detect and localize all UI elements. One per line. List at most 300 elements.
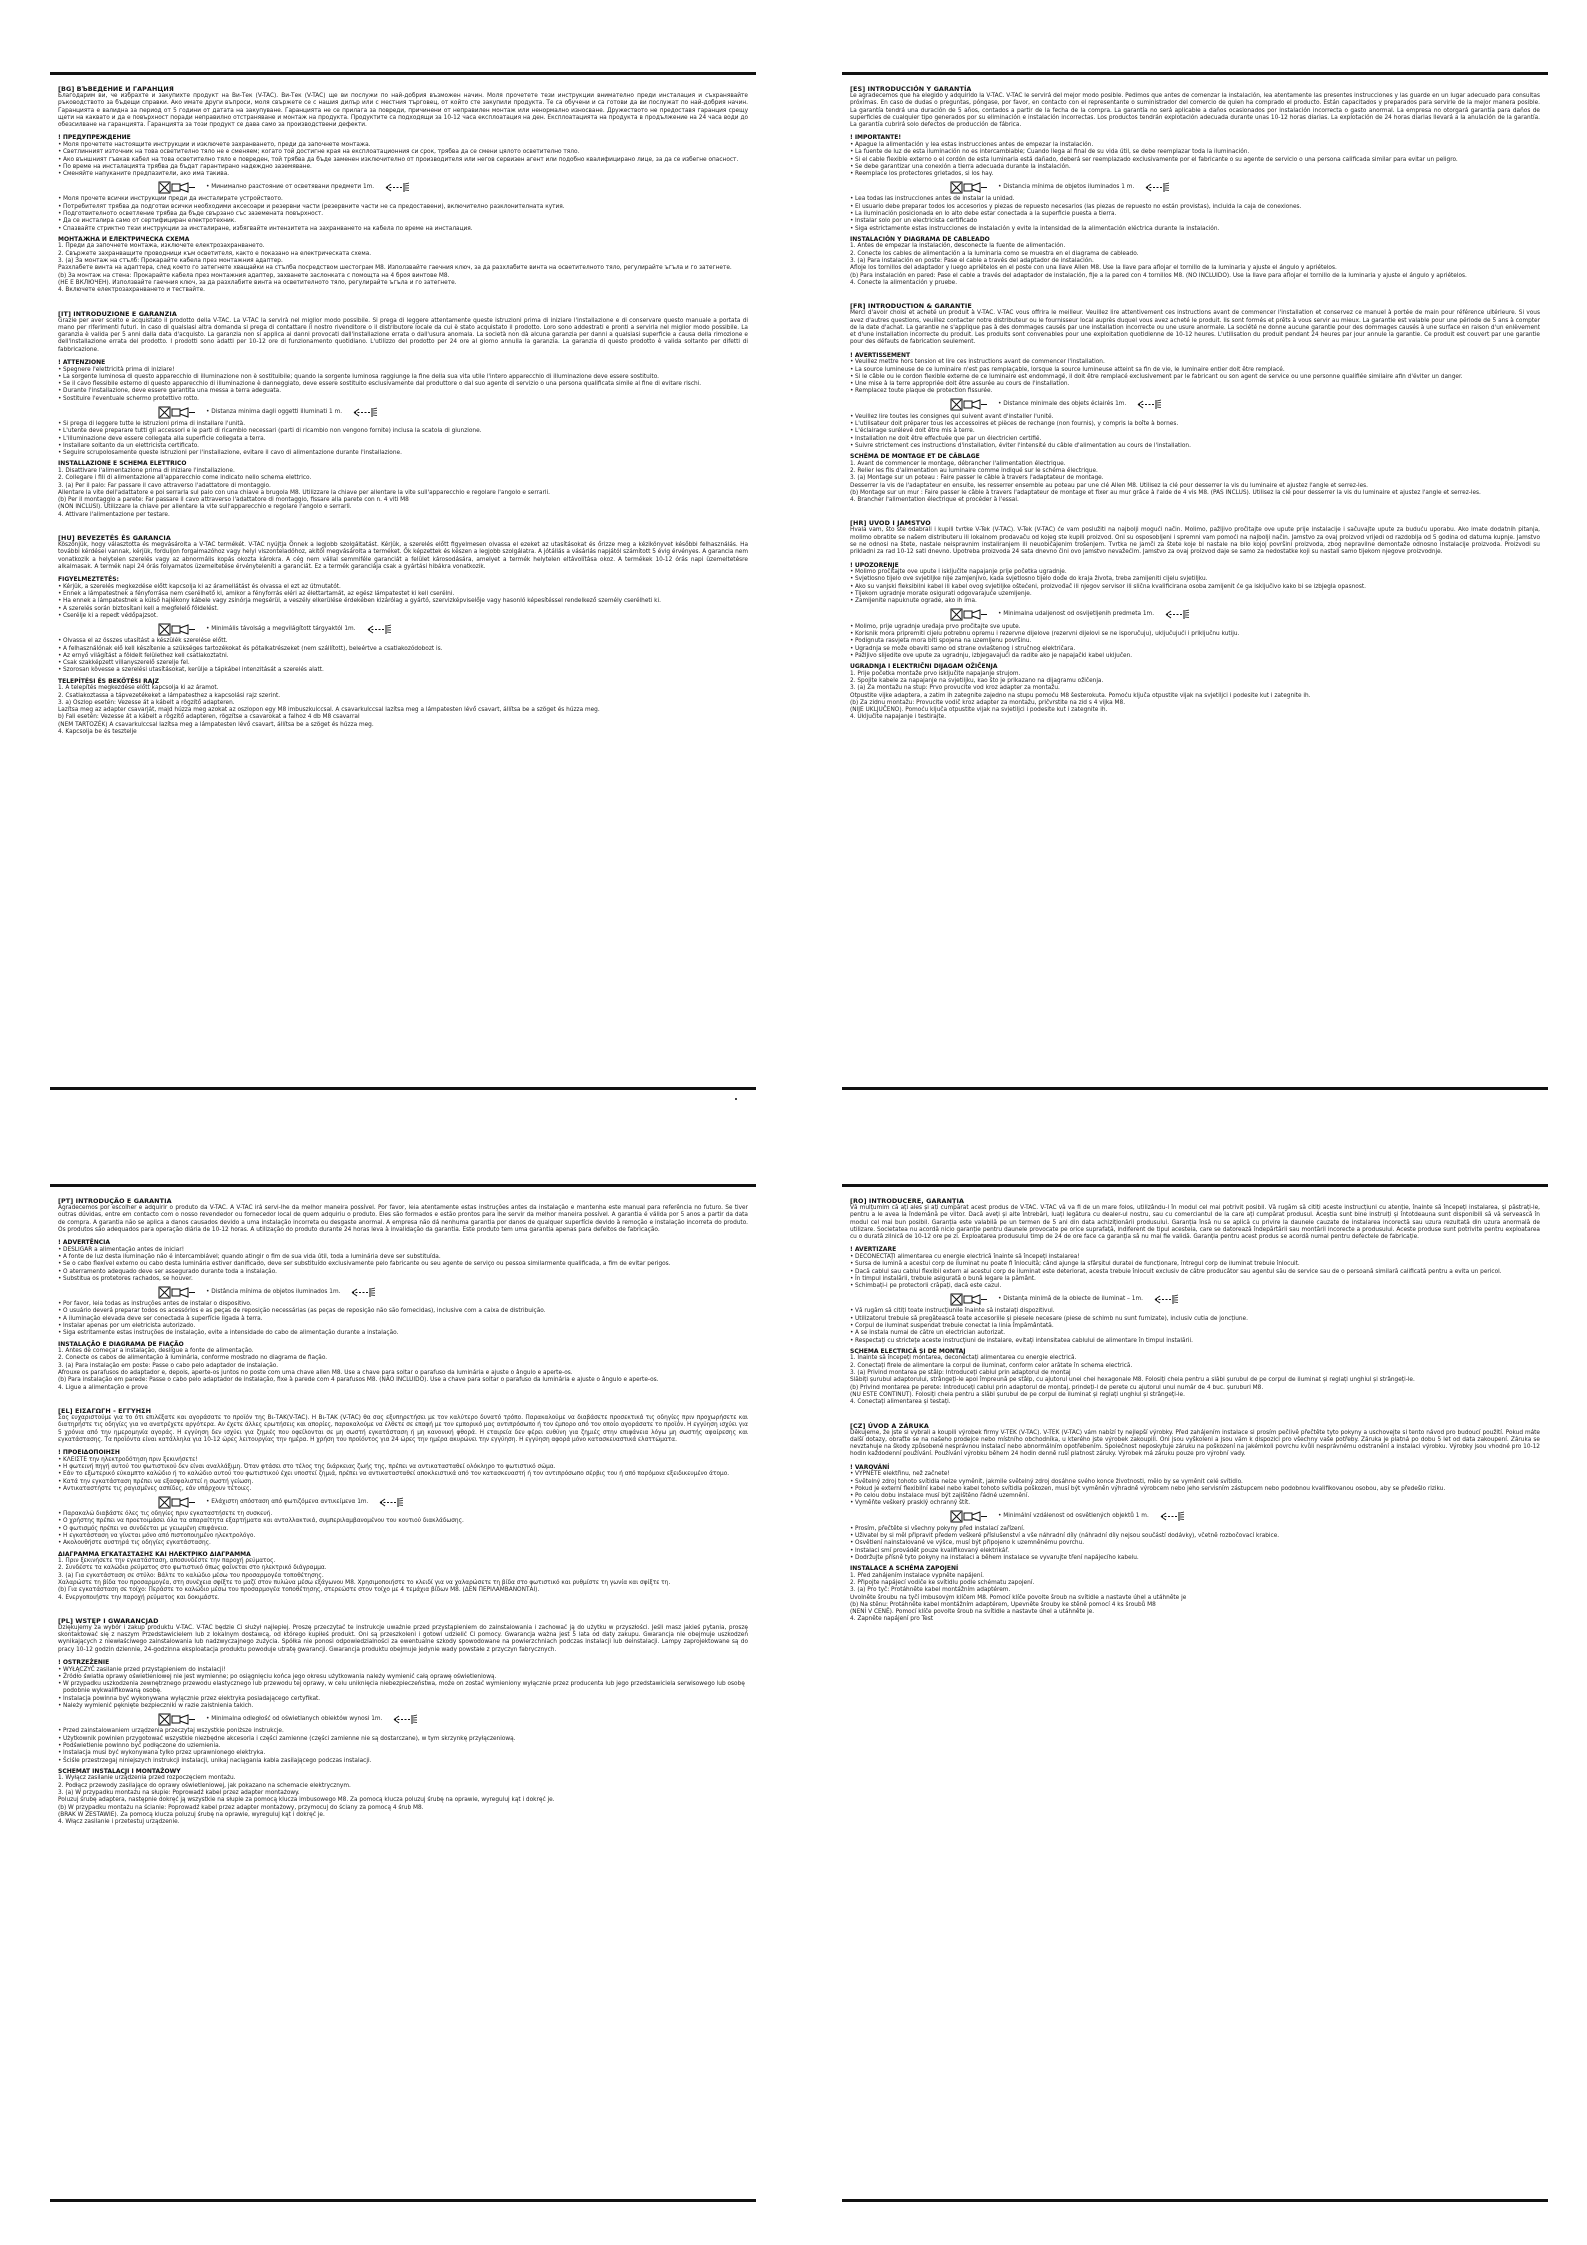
warning-item: • Seguire scrupolosamente queste istruzioni per l'installazione, evitare il cavo di alimentazione durante l'installazione.	[58, 450, 748, 457]
warning-item: • Sostituire l'eventuale schermo protettivo rotto.	[58, 396, 748, 403]
warning-list	[58, 584, 748, 620]
section-intro: Grazie per aver scelto e acquistato il prodotto della V-TAC. La V-TAC la servirà nel miglior modo possibile. Si prega di leggere attentamente queste istruzioni prima di iniziare l'installazione e di conservare questo manuale a portata di mano per riferimenti futuri. In caso di qualsiasi altra domanda si prega di contattare il nostro rivenditore o il distributore locale da cui è stato acquistato il prodotto. Loro sono addestrati e pronti a servirla nel miglior modo possibile. La garanzia è valida per 5 anni dalla data d'acquisto. La garanzia non si applica ai danni provocati dall'installazione errata o dall'usura anomala. La società non dà alcuna garanzia per danni a qualsiasi superficie a causa della rimozione e dell'installazione errata del prodotto. I prodotti sono adatti per 10-12 ore di funzionamento quotidiano. L'utilizzo del prodotto per 24 ore al giorno annulla la garanzia. La garanzia di questo prodotto è valida soltanto per difetti di fabbricazione.	[58, 317, 748, 353]
warning-item: • L'utilisateur doit préparer tous les accessoires et pièces de rechange (non fournis), y compris la boîte à bornes.	[850, 421, 1540, 428]
installation-step: Otpustite vijke adaptera, a zatim ih zategnite zajedno na stupu pomoću M8 šesterokuta. Pomoću ključa otpustite vijak na svjetiljci i podesite kut i zategnite ih.	[850, 692, 1311, 699]
installation-steps	[850, 243, 1540, 287]
installation-step: (b) Para instalação em parede: Passe o cabo pelo adaptador de instalação, fixe à parede com 4 parafusos M8. (NÃO INCLUIDO). Use a chave para soltar o parafuso da luminária e ajuste o ângulo e aperte-os.	[58, 1377, 659, 1384]
warning-item: • Tijekom ugradnje morate osigurati odgovarajuće uzemljenje.	[850, 591, 1540, 598]
warning-item: • Podświetlenie powinno być podłączone do uziemienia.	[58, 1743, 748, 1750]
installation-step: 4. Włącz zasilanie i przetestuj urządzenie.	[58, 1819, 180, 1826]
warning-item: • O usuário deverá preparar todos os acessórios e as peças de reposição necessárias (as peças de reposição não são fornecidas), inclusive com a caixa de distribuição.	[58, 1308, 748, 1315]
section-intro: Agradecemos por escolher e adquirir o produto da V-TAC. A V-TAC irá servi-lhe da melhor maneira possível. Por favor, leia atentamente estas instruções antes da instalação e mantenha este manual para referência no futuro. Se tiver outras dúvidas, entre em contacto com o nosso revendedor ou fornecedor local de quem adquiriu o produto. Eles são formados e estão prontos para lhe servir da melhor maneira possível. A garantia é válida por 5 anos a partir da data de compra. A garantia não se aplica a danos causados devido a uma instalação incorreta ou desgaste anormal. A empresa não dá nenhuma garantia por danos de qualquer superfície devido à remoção e instalação incorreta do produto. Os produtos são adequados para operação diária de 10-12 horas. A utilização do produto durante 24 horas leva à invalidação da garantia. Este produto tem uma garantia apenas para defeitos de fabricação.	[58, 1205, 748, 1233]
installation-step: 3. (a) Pro tyč: Protáhněte kabel montážním adaptérem.	[850, 1587, 1011, 1594]
warning-item: • Моля прочете всички инструкции преди да инсталирате устройството.	[58, 196, 748, 203]
distance-row	[950, 1510, 1540, 1524]
warning-item: • Ściśle przestrzegaj niniejszych instrukcji instalacji, unikaj naciągania kabla zasilającego podczas instalacji.	[58, 1758, 748, 1765]
warning-item: • Csak szakképzett villanyszerelő szerelje fel.	[58, 660, 748, 667]
warning-item: • Installation ne doit être effectuée que par un électricien certifié.	[850, 436, 1540, 443]
section-title: [PL] WSTĘP I GWARANCJAD	[58, 1616, 159, 1625]
installation-step: Разхлабете винта на адаптера, след което го затегнете хващайки на стълба посредством шестограм M8. Използвайте гаечния ключ, за да разхлабите винта на осветителното тяло, регулирайте ъгъла и го затегнете.	[58, 265, 732, 272]
warning-item: • La fuente de luz de esta iluminación no es intercambiable; Cuando llega al final de su vida útil, se debe reemplazar toda la iluminación.	[850, 149, 1540, 156]
warning-item: • Instalar apenas por um eletricista autorizado.	[58, 1323, 748, 1330]
warning-item: • Instalar solo por un electricista certificado	[850, 218, 1540, 225]
warning-item: • Спазвайте стриктно тези инструкции за инсталиране, избягвайте интензитета на захранването на кабела по време на инсталация.	[58, 226, 748, 233]
distance-arrow-icon	[1136, 399, 1162, 410]
installation-step: (b) W przypadku montażu na ścianie: Poprowadź kabel przez adapter montażowy, przymocuj do ściany za pomocą 4 śrub M8.	[58, 1804, 424, 1811]
warning-item: • Molimo, prije ugradnje uređaja prvo pročitajte sve upute.	[850, 624, 1540, 631]
warning-item: • Se il cavo flessibile esterno di questo apparecchio di illuminazione è danneggiato, deve essere sostituito esclusivamente dal produttore o dal suo agente di servizio o una persona qualificata simile al fine di evitare rischi.	[58, 381, 748, 388]
distance-label: • Minimális távolság a megvilágított tárgyaktól 1m.	[206, 625, 356, 632]
page-3	[50, 1184, 756, 2202]
distance-label: • Distância mínima de objetos iluminados 1m.	[206, 1288, 341, 1295]
warning-item: • Светлинният източник на това осветително тяло не е сменяем; когато той достигне края на експлоатационния си срок, трябва да се смени цялото осветително тяло.	[58, 149, 748, 156]
installation-step: (NEM TARTOZÉK) A csavarkulccsal lazítsa meg a lámpatesten lévő csavart, állítsa be a szöget és húzza meg.	[58, 721, 374, 728]
distance-label: • Distanța minimă de la obiecte de iluminat – 1m.	[998, 1295, 1143, 1302]
warning-item: • Suivre strictement ces instructions d'installation, éviter l'intensité du câble d'alimentation au cours de l'installation.	[850, 443, 1540, 450]
warning-item: • Ако външният гъвкав кабел на това осветително тяло е повреден, той трябва да бъде заменен изключително от производителя или негов сервизен агент или подобно квалифицирано лице, за да се избегне опасност.	[58, 157, 748, 164]
warning-list-secondary	[850, 196, 1540, 232]
installation-step: 2. Свържете захранващите проводници към осветителя, както е показано на електрическата схема.	[58, 250, 372, 257]
warning-title: FIGYELMEZTETÉS:	[58, 576, 119, 584]
installation-step: Poluzuj śrubę adaptera, następnie dokręć ją wszystkie na słupie za pomocą klucza imbusowego M8. Za pomocą klucza poluzuj śrubę na oprawie, wyreguluj kąt i dokręć je.	[58, 1797, 555, 1804]
installation-step: Desserrer la vis de l'adaptateur en ensuite, les resserrer ensemble au poteau par une clé Allen M8. Utilisez la clé pour desserrer la vis du luminaire et ajustez l'angle et serrez-les.	[850, 482, 1369, 489]
installation-step: 4. Ενεργοποιήστε την παροχή ρεύματος και δοκιμάστε.	[58, 1594, 220, 1601]
installation-step: 2. Conecte os cabos de alimentação à luminária, conforme mostrado no diagrama de fiação.	[58, 1355, 328, 1362]
installation-step: (NON INCLUSI). Utilizzare la chiave per allentare la vite sull'apparecchio e regolare l'angolo e serrarli.	[58, 504, 352, 511]
installation-step: Χαλαρώστε τη βίδα του προσαρμογέα, στη συνέχεια σφίξτε το μαζί στον πυλώνα μέσω εξάγωνου M8. Χρησιμοποιήστε το κλειδί για να χαλαρώσετε τη βίδα στο φωτιστικό και ρυθμίστε τη γωνία και σφίξτε τη.	[58, 1579, 671, 1586]
warning-list-secondary	[58, 1511, 748, 1547]
warning-item: • Εάν το εξωτερικό εύκαμπτο καλώδιο ή το καλώδιο αυτού του φωτιστικού έχει υποστεί ζημιά, πρέπει να αντικατασταθεί αποκλειστικά από τον κατασκευαστή ή τον αντιπρόσωπο σέρβις του ή από παρόμοια εξειδικευμένο άτομο.	[58, 1471, 748, 1478]
lamp-distance-icon	[158, 1496, 196, 1509]
warning-item: • WYŁĄCZYĆ zasilanie przed przystąpieniem do instalacji!	[58, 1667, 748, 1674]
warning-title: ! AVERTIZARE	[850, 1246, 897, 1254]
warning-item: • Korisnik mora pripremiti cijelu potrebnu opremu i rezervne dijelove (rezervni dijelovi se ne isporučuju), uključujući i priključnu kutiju.	[850, 631, 1540, 638]
warning-item: • Pokud je externí flexibilní kabel nebo kabel tohoto svítidla poškozen, musí být vyměněn výhradně výrobcem nebo jeho servisním zástupcem nebo podobnou kvalifikovanou osobou, aby se předešlo riziku.	[850, 1486, 1540, 1493]
warning-item: • Потребителят трябва да подготви всички необходими аксесоари и резервни части (резервните части не са предоставени), включително разклонителната кутия.	[58, 204, 748, 211]
warning-item: • Siga estritamente estas instruções de instalação, evite a intensidade do cabo de alimentação durante a instalação.	[58, 1330, 748, 1337]
warning-item: • A felhasználónak elő kell készítenie a szükséges tartozékokat és pótalkatrészeket (nem szállított), beleértve a csatlakozódobozt is.	[58, 646, 748, 653]
warning-item: • Se o cabo flexível externo ou cabo desta luminária estiver danificado, deve ser substituído exclusivamente pelo fabricante ou seu agente de serviço ou pessoa similarmente qualificada, a fim de evitar perigos.	[58, 1261, 748, 1268]
installation-step: 1. A telepítés megkezdése előtt kapcsolja ki az áramot.	[58, 685, 219, 692]
installation-step: 4. Conecte la alimentación y pruebe.	[850, 279, 958, 286]
distance-label: • Минимално разстояние от осветявани предмети 1m.	[206, 183, 375, 190]
installation-step: 3. (а) За монтаж на стълб: Прокарайте кабела през монтажния адаптер.	[58, 258, 283, 265]
installation-step: 4. Uključite napajanje i testirajte.	[850, 714, 947, 721]
lamp-distance-icon	[950, 608, 988, 621]
warning-item: • Źródło światła oprawy oświetleniowej nie jest wymienne; po osiągnięciu końca jego okresu użytkowania należy wymienić całą oprawę oświetleniową.	[58, 1674, 748, 1681]
warning-item: • Veuillez mettre hors tension et lire ces instructions avant de commencer l'installation.	[850, 359, 1540, 366]
installation-title: INSTALACIÓN Y DIAGRAMA DE CABLEADO	[850, 235, 990, 243]
installation-step: (NU ESTE CONTINUT). Folosiți cheia pentru a slăbi șurubul de pe corpul de iluminat și reglați unghiul și strângeți-le.	[850, 1391, 1185, 1398]
installation-step: (НЕ Е ВКЛЮЧЕН). Използвайте гаечния ключ, за да разхлабите винта на осветителното тяло, регулирайте ъгъла и го затегнете.	[58, 279, 457, 286]
warning-list-secondary	[58, 638, 748, 674]
installation-step: 1. Prije početka montaže prvo isključite napajanje strujom.	[850, 670, 1021, 677]
warning-item: • Po celou dobu instalace musí být zajištěno řádné uzemnění.	[850, 1493, 1540, 1500]
warning-item: • Olvassa el az összes utasítást a készülék szerelése előtt.	[58, 638, 748, 645]
warning-item: • Ennek a lámpatestnek a fényforrása nem cserélhető ki, amikor a fényforrás eléri az élettartamát, az egész lámpatestet ki kell cserélni.	[58, 591, 748, 598]
installation-title: ΔΙΑΓΡΑΜΜΑ ΕΓΚΑΤΑΣΤΑΣΗΣ ΚΑΙ ΗΛΕΚΤΡΙΚΟ ΔΙΑΓΡΑΜΜΑ	[58, 1550, 251, 1558]
installation-step: b) Fali esetén: Vezesse át a kábelt a rögzítő adapteren, rögzítse a csavarokat a falhoz 4 db M8 csavarral	[58, 714, 360, 721]
warning-item: • Installare soltanto da un elettricista certificato.	[58, 443, 748, 450]
section-intro: Dziękujemy za wybór i zakup produktu V-TAC. V-TAC będzie Ci służył najlepiej. Proszę przeczytać te instrukcje uważnie przed przystąpieniem do zainstalowania i zachować ją do użytku w przyszłości. Jeśli masz jakieś pytania, proszę skontaktować się z naszym Przedstawicielem lub z lokalnym dostawcą, od którego kupiłeś produkt. Oni są przeszkoleni i gotowi udzielić Ci pomocy. Gwarancja ważna jest 5 lata od daty zakupu. Gwarancja nie obejmuje uszkodzeń wynikających z niewłaściwego zainstalowania lub nadzwyczajnego zużycia. Spółka nie ponosi odpowiedzialności za ewentualne szkody spowodowane na powierzchniach podczas instalacji lub deinstalacji. Lampy zaprojektowane są do pracy 10-12 godzin dziennie, 24-godzinna eksploatacja produktu powoduje utratę gwarancji. Gwarancja produktu obejmuje jedynie wady powstałe z przyczyn fabrycznych.	[58, 1624, 748, 1653]
warning-list	[58, 367, 748, 403]
warning-item: • Η εγκατάσταση να γίνεται μόνο από πιστοποιημένο ηλεκτρολόγο.	[58, 1533, 748, 1540]
installation-title: UGRADNJA I ELEKTRIČNI DIJAGAM OŽIČENJA	[850, 663, 998, 671]
distance-arrow-icon	[352, 407, 378, 418]
warning-list	[850, 142, 1540, 178]
warning-item: • Подготвителното осветление трябва да бъде свързано със заземената повърхност.	[58, 211, 748, 218]
installation-step: (b) Na stěnu: Protáhněte kabel montážním adaptérem, Upevněte šrouby ke stěně pomocí 4 ks šroubů M8	[850, 1601, 1156, 1608]
installation-step: 3. a) Oszlop esetén: Vezesse át a kábelt a rögzítő adapteren.	[58, 699, 235, 706]
installation-steps	[58, 468, 748, 519]
distance-row	[950, 398, 1540, 412]
warning-item: • Ugradnja se može obaviti samo od strane ovlaštenog i stručnog električara.	[850, 646, 1540, 653]
warning-item: • Prosím, přečtěte si všechny pokyny před instalací zařízení.	[850, 1526, 1540, 1533]
lamp-distance-icon	[950, 398, 988, 411]
warning-title: ! ADVERTÊNCIA	[58, 1239, 111, 1247]
distance-arrow-icon	[1159, 1511, 1185, 1522]
warning-title: ! AVERTISSEMENT	[850, 351, 911, 359]
installation-step: 3. (a) Montage sur un poteau : Faire passer le câble à travers l'adaptateur de montage.	[850, 475, 1104, 482]
installation-step: 1. Antes de começar a instalação, desligue a fonte de alimentação.	[58, 1348, 254, 1355]
warning-item: • Remplacez toute plaque de protection fissurée.	[850, 388, 1540, 395]
distance-row	[158, 1712, 748, 1726]
warning-item: • Cserélje ki a repedt védőpajzsot.	[58, 613, 748, 620]
section-title: [ES] INTRODUCCIÓN Y GARANTÍA	[850, 85, 972, 93]
installation-step: 1. Antes de empezar la instalación, desconecte la fuente de alimentación.	[850, 243, 1066, 250]
distance-row	[158, 622, 748, 636]
installation-title: TELEPÍTÉSI ÉS BEKÖTÉSI RAJZ	[58, 677, 159, 685]
warning-list-secondary	[58, 421, 748, 457]
installation-step: 3. (a) Za montažu na stup: Prvo provucite vod kroz adapter za montažu.	[850, 685, 1060, 692]
language-section	[58, 85, 748, 295]
warning-item: • Lea todas las instrucciones antes de instalar la unidad.	[850, 196, 1540, 203]
distance-arrow-icon	[350, 1287, 376, 1298]
warning-item: • Ακολουθήστε αυστηρά τις οδηγίες εγκατάστασης.	[58, 1540, 748, 1547]
warning-list-secondary	[850, 1308, 1540, 1344]
installation-step: 1. Disattivare l'alimentazione prima di iniziare l'installazione.	[58, 467, 235, 474]
warning-title: ! ПРЕДУПРЕЖДЕНИЕ	[58, 134, 131, 142]
warning-item: • W przypadku uszkodzenia zewnętrznego przewodu elastycznego lub przewodu tej oprawy, w celu uniknięcia niebezpieczeństwa, może on zostać wymieniony wyłącznie przez producenta lub jego przedstawiciela serwisowego lub osobę podobnie wykwalifikowaną osobę.	[58, 1681, 748, 1696]
lamp-distance-icon	[950, 1293, 988, 1306]
warning-list-secondary	[850, 624, 1540, 660]
distance-row	[158, 1285, 748, 1299]
warning-item: • Dacă cablul sau cablul flexibil extern al acestui corp de iluminat este deteriorat, acesta trebuie înlocuit exclusiv de către producător sau agentul său de service sau de o persoană similară calificată pentru a evita un pericol.	[850, 1269, 1540, 1276]
warning-item: • Une mise à la terre appropriée doit être assurée au cours de l'installation.	[850, 381, 1540, 388]
warning-item: • Да се инсталира само от сертифициран електротехник.	[58, 218, 748, 225]
warning-list	[58, 142, 748, 178]
warning-item: • El usuario debe preparar todos los accesorios y piezas de repuesto necesarios (las piezas de repuesto no están provistas), incluida la caja de conexiones.	[850, 204, 1540, 211]
warning-item: • VYPNĚTE elektřinu, než začnete!	[850, 1471, 1540, 1478]
section-title: [HU] BEVEZETÉS ÉS GARANCIA	[58, 534, 171, 543]
installation-step: 2. Conecte los cables de alimentación a la luminaria como se muestra en el diagrama de cableado.	[850, 250, 1139, 257]
section-title: [HR] UVOD I JAMSTVO	[850, 519, 931, 528]
section-title: [BG] ВЪВЕДЕНИЕ И ГАРАНЦИЯ	[58, 85, 174, 93]
installation-step: Afrouxe os parafusos do adaptador e, depois, aperte-os juntos no poste com uma chave allen M8. Use a chave para soltar o parafuso da luminária e ajuste o ângulo e aperte-os.	[58, 1370, 573, 1377]
section-intro: Hvala vam, što ste odabrali i kupili tvrtke V-Tek (V-TAC). V-Tek (V-TAC) će vam poslužiti na najbolji mogući način. Molimo, pažljivo pročitajte ove upute prije instalacije i sačuvajte upute za buduću uporabu. Ako imate dodatnih pitanja, molimo obratite se našem distributeru ili lokalnom prodavaču od kojeg ste kupili proizvod. Oni su osposobljeni i spremni vam pomoći na najbolji način. Jamstvo za ovaj proizvod vrijedi od razdoblja od 5 godina od datuma kupnje. Jamstvo se ne odnosi na štete, nastale neispravnim instaliranjem ili neuobičajenim trošenjem. Tvrtka ne jamči za štete koje bi nastale na bilo kojoj površini proizvoda, zbog nepravilne demontaže odnosno instalacije proizvoda. Proizvodi su prikladni za rad 10-12 sati dnevno. Upotreba proizvoda 24 sata dnevno čini ovo jamstvo nevažećim. Jamstvo za ovaj proizvod daje se samo za nedostatke koji su nastali samo tijekom njegove proizvodnje.	[850, 527, 1540, 556]
section-intro: Le agradecemos que ha elegido y adquirido la V-TAC. V-TAC le servirá del mejor modo posible. Pedimos que antes de comenzar la instalación, lea atentamente las presentes instrucciones y las guarde en un lugar adecuado para consultas próximas. En caso de dudas o preguntas, póngase, por favor, en contacto con el representante o suministrador del comercio de quien ha comprado el producto. Están capacitados y preparados para servirle de la mejor manera posible. La garantía tendrá una duración de 5 años, contados a partir de la fecha de la compra. La garantía no será aplicable a daños ocasionados por instalación incorrecta o gasto anormal. La empresa no otorgará garantía para daños de superficies de cualquier tipo generados por su eliminación e instalación incorrectas. Los productos tendrán explotación adecuada durante unas 10-12 horas diarias. La explotación de 24 horas diarias llevará a la anulación de la garantía. La garantía cubrirá solo defectos de producción de fábrica.	[850, 93, 1540, 129]
warning-item: • L'éclairage surélevé doit être mis à terre.	[850, 428, 1540, 435]
installation-step: Slăbiți șurubul adaptorului, strângeți-le apoi împreună pe stâlp, cu ajutorul unei chei hexagonale M8. Folosiți cheia pentru a slăbi șurubul de pe corpul de iluminat și reglați unghiul și strângeți-le.	[850, 1377, 1415, 1384]
installation-step: (b) Privind montarea pe perete: Introduceți cablul prin adaptorul de montaj, prindeți-l de perete cu ajutorul unui număr de 4 buc. șuruburi M8.	[850, 1384, 1264, 1391]
warning-item: • DESLIGAR a alimentação antes de iniciar!	[58, 1247, 748, 1254]
installation-title: INSTALACE A SCHÉMA ZAPOJENÍ	[850, 1565, 959, 1573]
warning-title: ! OSTRZEŻENIE	[58, 1659, 110, 1667]
installation-step: 2. Připojte napájecí vodiče ke svítidlu podle schématu zapojení.	[850, 1579, 1035, 1586]
warning-item: • Сменяйте напуканите предпазители, ако има такива.	[58, 171, 748, 178]
installation-steps	[850, 461, 1540, 505]
installation-step: 3. (a) Para instalación en poste: Pase el cable a través del adaptador de instalación.	[850, 258, 1094, 265]
warning-title: ! ΠΡΟΕΙΔΟΠΟΙΗΣΗ	[58, 1449, 120, 1457]
installation-step: 1. Înainte să începeți montarea, deconectați alimentarea cu energie electrică.	[850, 1355, 1077, 1362]
installation-step: 2. Conectați firele de alimentare la corpul de iluminat, conform celor arătate în schema electrică.	[850, 1362, 1133, 1369]
warning-item: • Ο φωτισμός πρέπει να συνδέεται με γειωμένη επιφάνεια.	[58, 1526, 748, 1533]
section-intro: Děkujeme, že jste si vybrali a koupili výrobek firmy V-TEK (V-TAC). V-TEK (V-TAC) vám nabízí ty nejlepší výrobky. Před zahájením instalace si prosím pečlivě přečtěte tyto pokyny a uschovejte si tento návod pro budoucí použití. Pokud máte další dotazy, obraťte se na našeho prodejce nebo místního obchodníka, u kterého jste výrobek zakoupili. Oni jsou vyškoleni a jsou vám k dispozici pro všechny vaše potřeby. Záruka je platná po dobu 5 let od data zakoupení. Záruka se nevztahuje na škody způsobené nesprávnou instalací nebo abnormálním opotřebením. Společnost neposkytuje záruku na poškození na jakémkoli povrchu kvůli nesprávnému odstranění a instalaci výrobku. Výrobky jsou vhodné pro 10-12 hodin každodenní používání. Používání výrobku během 24 hodin denně ruší platnost záruky. Výrobek má záruku pouze pro výrobní vady.	[850, 1429, 1540, 1458]
warning-title: ! UPOZORENJE	[850, 561, 899, 569]
installation-step: Uvolněte šroubu na tyčí imbusovým klíčem M8. Pomocí klíče povolte šroub na svítidle a nastavte úhel a utáhněte je	[850, 1594, 1187, 1601]
installation-step: 2. Spojite kabele za napajanje na svjetiljku, kao što je prikazano na dijagramu ožičenja.	[850, 677, 1104, 684]
distance-row	[158, 1495, 748, 1509]
warning-item: • Schimbați-i pe protectorii crăpați, dacă este cazul.	[850, 1283, 1540, 1290]
warning-item: • Αντικαταστήστε τις ραγισμένες ασπίδες, εάν υπάρχουν τέτοιες.	[58, 1486, 748, 1493]
language-section	[850, 519, 1540, 721]
section-title: [PT] INTRODUÇÃO E GARANTIA	[58, 1197, 172, 1205]
installation-step: Afloje los tornillos del adaptador y luego apriételos en el poste con una llave Allen M8. Use la llave para aflojar el tornillo de la luminaria y ajuste el ángulo y apriételos.	[850, 265, 1337, 272]
distance-label: • Minimalna odległość od oświetlanych obiektów wynosi 1m.	[206, 1715, 383, 1722]
distance-arrow-icon	[1144, 182, 1170, 193]
warning-item: • Παρακαλώ διαβάστε όλες τις οδηγίες πριν εγκαταστήσετε τη συσκευή.	[58, 1511, 748, 1518]
installation-step: 2. Relier les fils d'alimentation au luminaire comme indiqué sur le schéma électrique.	[850, 467, 1098, 474]
warning-item: • La iluminación posicionada en lo alto debe estar conectada a la superficie puesta a tierra.	[850, 211, 1540, 218]
installation-step: 4. Zapněte napájení pro Test	[850, 1616, 934, 1623]
page-dot	[735, 1098, 737, 1100]
warning-item: • Reemplace los protectores grietados, si los hay.	[850, 171, 1540, 178]
warning-item: • Apague la alimentación y lea estas instrucciones antes de empezar la instalación.	[850, 142, 1540, 149]
section-intro: Köszönjük, hogy választotta és megvásárolta a V-TAC termékét. V-TAC nyújtja Önnek a legjobb szolgáltatást. Kérjük, a szerelés előtt figyelmesen olvassa el ezeket az utasításokat és őrizze meg a kézikönyvet későbbi felhasználás. Ha további kérdései vannak, kérjük, forduljon forgalmazóhoz vagy helyi viszonteladóhoz, akitől megvásárolta a terméket. Ők képzettek és készen a legjobb szolgálatra. A jótállás a vásárlás napjától számított 5 évig érvényes. A garancia nem vonatkozik a helytelen szerelés vagy az abnormális kopás okozta károkra. A cég nem vállal semmiféle garanciát a felület károsodására, amelyet a termék helytelen eltávolítása okoz. A termékek 10-12 órás napi üzemeltetésre alkalmasak. A termék napi 24 órás folyamatos üzemeltetése érvényteleníti a garanciát. Ez a termék garanciája csak a gyártási hibákra vonatkozik.	[58, 542, 748, 570]
warning-item: • Ha ennek a lámpatestnek a külső hajlékony kábele vagy zsinórja megsérül, a veszély elkerülése érdekében kizárólag a gyártó, szervizképviselője vagy hasonló képesítéssel rendelkező személy cserélheti ki.	[58, 598, 748, 605]
distance-row	[158, 405, 748, 419]
warning-item: • Por favor, leia todas as instruções antes de instalar o dispositivo.	[58, 1301, 748, 1308]
warning-item: • O aterramento adequado deve ser assegurado durante toda a instalação.	[58, 1269, 748, 1276]
installation-steps	[850, 1573, 1540, 1624]
warning-list-secondary	[58, 1301, 748, 1337]
warning-item: • Siga estrictamente estas instrucciones de instalación y evite la intensidad de la alimentación eléctrica durante la instalación.	[850, 226, 1540, 233]
warning-title: ! ATTENZIONE	[58, 359, 106, 367]
lamp-distance-icon	[158, 1286, 196, 1299]
warning-list	[850, 1254, 1540, 1290]
warning-item: • Sursa de lumină a acestui corp de iluminat nu poate fi înlocuită; când ajunge la sfârșitul duratei de funcționare, întregul corp de iluminat trebuie înlocuit.	[850, 1261, 1540, 1268]
distance-label: • Distanza minima dagli oggetti illuminati 1 m.	[206, 408, 343, 415]
warning-item: • Szorosan kövesse a szerelési utasításokat, kerülje a tápkábel intenzitását a szerelés alatt.	[58, 667, 748, 674]
distance-row	[950, 180, 1540, 194]
warning-item: • Ako su vanjski fleksibilni kabel ili kabel ovog svjetiljke oštećeni, proizvođač ili njegov servisor ili slična kvalificirana osoba zamijenit će ga isključivo kako bi se izbjegla opasnost.	[850, 584, 1540, 591]
warning-item: • A szerelés során biztosítani kell a megfelelő földelést.	[58, 606, 748, 613]
installation-steps	[850, 671, 1540, 722]
installation-steps	[850, 1355, 1540, 1406]
distance-arrow-icon	[384, 182, 410, 193]
warning-item: • Utilizatorul trebuie să pregătească toate accesoriile și piesele necesare (piese de schimb nu sunt furnizate), inclusiv cutia de joncțiune.	[850, 1316, 1540, 1323]
lamp-distance-icon	[158, 181, 196, 194]
warning-item: • În timpul instalării, trebuie asigurată o bună legare la pământ.	[850, 1276, 1540, 1283]
language-section	[58, 1197, 748, 1392]
warning-item: • Podignuta rasvjeta mora biti spojena na uzemljenu površinu.	[850, 638, 1540, 645]
warning-item: • A iluminação elevada deve ser conectada à superfície ligada à terra.	[58, 1316, 748, 1323]
warning-item: • Pažljivo slijedite ove upute za ugradnju, izbjegavajući da radite ako je napajački kabel uključen.	[850, 653, 1540, 660]
installation-step: 2. Συνδέστε τα καλώδια ρεύματος στο φωτιστικό όπως φαίνεται στο ηλεκτρικό διάγραμμα.	[58, 1565, 327, 1572]
lamp-distance-icon	[158, 1713, 196, 1726]
installation-step: 3. (a) Privind montarea pe stâlp: Introduceți cablul prin adaptorul de montaj	[850, 1370, 1071, 1377]
warning-item: • Svjetlosno tijelo ove svjetiljke nije zamjenjivo, kada svjetlosno tijelo dođe do kraja životа, treba zamijeniti cijelu svjetiljku.	[850, 576, 1540, 583]
warning-item: • По време на инсталацията трябва да бъдат гарантирано надеждно заземяване.	[58, 164, 748, 171]
distance-label: • Distance minimale des objets éclairés 1m.	[998, 401, 1127, 408]
distance-label: • Distancia mínima de objetos iluminados 1 m.	[998, 183, 1135, 190]
installation-step: (b) За монтаж на стена: Прокарайте кабела през монтажния адаптер, захванете заслонката с помощта на 4 броя винтове M8.	[58, 272, 450, 279]
warning-list	[58, 1457, 748, 1493]
installation-steps	[58, 1775, 748, 1826]
installation-step: 1. Преди да започнете монтажа, изключете електрозахранването.	[58, 243, 265, 250]
distance-arrow-icon	[1153, 1294, 1179, 1305]
section-intro: Vă mulțumim că ați ales și ați cumpărat acest produs de V-TAC. V-TAC vă va fi de un mare folos, utilizându-l în modul cel mai potrivit posibil. Vă rugăm să citiți aceste instrucțiuni cu atenție, înainte să începeți instalarea, și păstrați-le, pentru a le avea la îndemână pe viitor. Dacă aveți și alte întrebări, luați legătura cu dealer-ul nostru, sau cu comerciantul de la care ați cumpărat produsul. Aceștia sunt bine instruiți și întotdeauna sunt disponibili să vă servească în modul cel mai bun posibil. Garanția este valabilă pe un termen de 5 ani din data achiziționării produsului. Garanția însă nu se aplică cu privire la daunele cauzate de instalarea incorectă sau uzura rezultată din uzura anormală de utilizare. Societatea nu acordă nicio garanție pentru daunele provocate pe orice suprafață, indiferent de tipul acesteia, care se datorează îndepărtării sau montării incorecte a produsului. Aceste produse sunt potrivite pentru exploatarea cu o durată zilnică de 10-12 ore pe zi. Exploatarea produsului timp de 24 de ore face ca garanția să nu mai fie validă. Garanția pentru acest produs se acordă numai pentru defectele de fabricație.	[850, 1205, 1540, 1241]
warning-item: • Se debe garantizar una conexión a tierra adecuada durante la instalación.	[850, 164, 1540, 171]
warning-item: • Instalacja powinna być wykonywana wyłącznie przez elektryka posiadającego certyfikat.	[58, 1696, 748, 1703]
installation-step: 3. (a) Para instalação em poste: Passe o cabo pelo adaptador de instalação.	[58, 1362, 279, 1369]
installation-step: 3. (a) W przypadku montażu na słupie: Poprowadź kabel przez adapter montażowy.	[58, 1789, 300, 1796]
installation-step: Lazítsa meg az adapter csavarját, majd húzza meg azokat az oszlopon egy M8 imbuszkulccsal. A csavarkulccsal lazítsa meg a lámpatesten lévő csavart, állítsa be a szöget és húzza meg.	[58, 707, 600, 714]
page-4	[842, 1184, 1548, 2202]
language-section	[850, 1422, 1540, 1624]
section-intro: Σας ευχαριστούμε για το ότι επιλέξατε και αγοράσατε το προϊόν της Βι-ΤΑΚ(V-TAC). Η Βι-ΤΑΚ (V-TAC) θα σας εξυπηρετήσει με τον καλύτερο δυνατό τρόπο. Παρακαλούμε να διαβάσετε προσεκτικά τις οδηγίες πριν προχωρήσετε και διατηρήστε τις οδηγίες για να ανατρέχετε αργότερα. Αν έχετε άλλες ερωτήσεις και απορίες, παρακαλούμε να έλθετε σε επαφή με τον εμπορικό μας αντιπρόσωπο ή τον έμπορο από τον οποίο αγοράσατε το προϊόν. Η εγγύηση ισχύει για 5 χρόνια από την ημερομηνία αγοράς. Η εγγύηση δεν ισχύει για ζημιές που οφείλονται σε μη σωστή εγκατάσταση ή μη κανονική φθορά. Η εταιρεία δεν φέρει ευθύνη για ζημιές στην επιφάνεια λόγω μη σωστής αφαίρεσης και εγκατάστασης. Τα προϊόντα είναι κατάλληλα για 10-12 ώρες λειτουργίας την ημέρα. Η χρήση του προϊόντος για 24 ώρες την ημέρα ακυρώνει την εγγύηση. Η εγγύηση αφορά μόνο κατασκευαστικά ελαττώματα.	[58, 1414, 748, 1443]
warning-item: • DECONECTAȚI alimentarea cu energie electrică înainte să începeți instalarea!	[850, 1254, 1540, 1261]
distance-arrow-icon	[392, 1714, 418, 1725]
warning-item: • Należy wymienić pęknięte bezpieczniki w razie zaistnienia takich.	[58, 1703, 748, 1710]
warning-item: • Ο χρήστης πρέπει να προετοιμάσει όλα τα απαραίτητα εξαρτήματα και ανταλλακτικά, συμπεριλαμβανομένου του κουτιού διακλάδωσης.	[58, 1518, 748, 1525]
warning-list-secondary	[58, 1728, 748, 1764]
lamp-distance-icon	[950, 1510, 988, 1523]
installation-steps	[58, 1558, 748, 1602]
language-section	[58, 310, 748, 520]
warning-item: • Respectați cu strictețe aceste instrucțiuni de instalare, evitați intensitatea cablului de alimentare în timpul instalării.	[850, 1338, 1540, 1345]
section-title: [CZ] ÚVOD A ZÁRUKA	[850, 1421, 929, 1430]
installation-steps	[58, 1348, 748, 1392]
warning-list	[850, 569, 1540, 605]
installation-step: 4. Brancher l'alimentation électrique et procéder à l'essai.	[850, 497, 1019, 504]
installation-step: (b) Για εγκατάσταση σε τοίχο: Περάστε το καλώδιο μέσω του προσαρμογέα τοποθέτησης, στερεώστε στον τοίχο με 4 τεμάχια βίδων M8. (ΔΕΝ ΠΕΡΙΛΑΜΒΑΝΟΝΤΑΙ).	[58, 1587, 540, 1594]
warning-item: • Instalaci smí provádět pouze kvalifikovaný elektrikář.	[850, 1548, 1540, 1555]
distance-row	[950, 608, 1540, 622]
warning-item: • Corpul de iluminat suspendat trebuie conectat la linia împământată.	[850, 1323, 1540, 1330]
warning-list	[58, 1667, 748, 1711]
warning-item: • Si el cable flexible externo o el cordón de esta luminaria está dañado, deberá ser reemplazado exclusivamente por el fabricante o su agente de servicio o una persona calificada similar para evitar un peligro.	[850, 157, 1540, 164]
warning-title: ! IMPORTANTE!	[850, 134, 902, 142]
installation-step: (b) Montage sur un mur : Faire passer le câble à travers l'adaptateur de montage et fixer au mur grâce à l'aide de 4 vis M8. (PAS INCLUS). Utilisez la clé pour desserrer la vis du luminaire et ajustez l'angle et serrez-les.	[850, 489, 1481, 496]
distance-label: • Ελάχιστη απόσταση από φωτιζόμενα αντικείμενα 1m.	[206, 1498, 369, 1505]
lamp-distance-icon	[158, 406, 196, 419]
warning-item: • Kérjük, a szerelés megkezdése előtt kapcsolja ki az áramellátást és olvassa el ezt az útmutatót.	[58, 584, 748, 591]
installation-step: 1. Před zahájením instalace vypněte napájení.	[850, 1572, 984, 1579]
warning-item: • A fonte de luz desta iluminação não é intercambiável; quando atingir o fim de sua vida útil, toda a luminária deve ser substituída.	[58, 1254, 748, 1261]
warning-list-secondary	[850, 1526, 1540, 1562]
warning-item: • Zamijenite napuknute ograde, ako ih ima.	[850, 598, 1540, 605]
language-section	[850, 85, 1540, 287]
language-section	[850, 1197, 1540, 1407]
warning-item: • L'illuminazione deve essere collegata alla superficie collegata a terra.	[58, 436, 748, 443]
warning-item: • La source lumineuse de ce luminaire n'est pas remplaçable, lorsque la source lumineuse atteint sa fin de vie, le luminaire entier doit être remplacé.	[850, 367, 1540, 374]
warning-item: • Substitua os protetores rachados, se houver.	[58, 1276, 748, 1283]
warning-item: • Моля прочетете настоящите инструкции и изключете захранването, преди да започнете монтажа.	[58, 142, 748, 149]
section-title: [EL] ΕΙΣΑΓΩΓΗ - ΕΓΓΥΗΣΗ	[58, 1406, 152, 1415]
installation-step: Allentare la vite dell'adattatore e poi serrarla sul palo con una chiave a brugola M8. Utilizzare la chiave per allentare la vite sull'apparecchio e regolare l'angolo e serrarli.	[58, 489, 550, 496]
installation-step: (b) Za zidnu montažu: Provucite vodič kroz adapter za montažu, pričvrstite na zid s 4 vijka M8.	[850, 699, 1126, 706]
warning-list	[850, 1471, 1540, 1507]
section-title: [FR] INTRODUCTION & GARANTIE	[850, 302, 972, 311]
lamp-distance-icon	[950, 181, 988, 194]
warning-item: • Κατά την εγκατάσταση πρέπει να εξασφαλιστεί η σωστή γείωση.	[58, 1479, 748, 1486]
page-1	[50, 72, 756, 1090]
warning-list-secondary	[850, 414, 1540, 450]
warning-item: • Uživatel by si měl připravit předem veškeré příslušenství a vše náhradní díly (náhradní díly nejsou součástí dodávky), včetně rozbočovací krabice.	[850, 1533, 1540, 1540]
warning-list	[850, 359, 1540, 395]
warning-item: • A se instala numai de către un electrician autorizat.	[850, 1330, 1540, 1337]
installation-step: 2. Csatlakoztassa a tápvezetékeket a lámpatesthez a kapcsolási rajz szerint.	[58, 692, 281, 699]
warning-title: ! VAROVÁNÍ	[850, 1463, 890, 1471]
installation-step: 1. Avant de commencer le montage, débrancher l'alimentation électrique.	[850, 460, 1066, 467]
warning-item: • Vă rugăm să citiți toate instrucțiunile înainte să instalați dispozitivul.	[850, 1308, 1540, 1315]
installation-step: 3. (a) Per il palo: Far passare il cavo attraverso l'adattatore di montaggio.	[58, 482, 271, 489]
warning-item: • Η φωτεινή πηγή αυτού του φωτιστικού δεν είναι αναλλάξιμη. Όταν φτάσει στο τέλος της διάρκειας ζωής της, πρέπει να αντικατασταθεί ολόκληρο το φωτιστικό σώμα.	[58, 1464, 748, 1471]
installation-step: (b) Para instalación en pared: Pase el cable a través del adaptador de instalación, fije a la pared con 4 tornillos M8. (NO INCLUIDO). Use la llave para aflojar el tornillo de la luminaria y ajuste el ángulo y apriételos.	[850, 272, 1467, 279]
warning-item: • Dodržujte přísně tyto pokyny na instalaci a během instalace se vyvarujte tření napájecího kabelu.	[850, 1555, 1540, 1562]
warning-item: • Molimo pročitajte ove upute i isključite napajanje prije početka ugradnje.	[850, 569, 1540, 576]
installation-step: 4. Conectați alimentarea și testați.	[850, 1399, 951, 1406]
installation-title: SCHEMA ELECTRICĂ ȘI DE MONTAJ	[850, 1347, 966, 1355]
installation-steps	[58, 685, 748, 736]
warning-item: • Az ernyő világítást a földelt felülethez kell csatlakoztatni.	[58, 653, 748, 660]
installation-step: 1. Πριν ξεκινήσετε την εγκατάσταση, αποσυνδέστε την παροχή ρεύματος.	[58, 1558, 276, 1565]
warning-list	[58, 1247, 748, 1283]
language-section	[58, 534, 748, 736]
installation-steps	[58, 243, 748, 294]
warning-item: • Vyměňte veškerý prasklý ochranný štít.	[850, 1500, 1540, 1507]
warning-item: • Světelný zdroj tohoto svítidla nelze vyměnit, jakmile světelný zdroj dosáhne svého konce životnosti, mělo by se vyměnit celé svítidlo.	[850, 1479, 1540, 1486]
installation-step: (NENÍ V CENĚ). Pomocí klíče povolte šroub na svítidle a nastavte úhel a utáhněte je.	[850, 1609, 1095, 1616]
installation-step: 4. Включете електрозахранването и тествайте.	[58, 287, 205, 294]
warning-item: • La sorgente luminosa di questo apparecchio di illuminazione non è sostituibile; quando la sorgente luminosa raggiunge la fine della sua vita utile l'intero apparecchio di illuminazione deve essere sostituito.	[58, 374, 748, 381]
warning-item: • L'utente deve preparare tutti gli accessori e le parti di ricambio necessari (parti di ricambio non vengono fornite) inclusa la scatola di giunzione.	[58, 428, 748, 435]
installation-step: 4. Attivare l'alimentazione per testare.	[58, 511, 170, 518]
section-title: [IT] INTRODUZIONE E GARANZIA	[58, 309, 177, 318]
distance-label: • Minimalna udaljenost od osvijetljenih predmeta 1m.	[998, 611, 1155, 618]
installation-step: (BRAK W ZESTAWIE). Za pomocą klucza poluzuj śrubę na oprawie, wyreguluj kąt i dokręć je.	[58, 1811, 325, 1818]
warning-item: • Spegnere l'elettricità prima di iniziare!	[58, 367, 748, 374]
warning-item: • Si le câble ou le cordon flexible externe de ce luminaire est endommagé, il doit être remplacé exclusivement par le fabricant ou son agent de service ou une personne qualifiée similaire afin d'éviter un danger.	[850, 374, 1540, 381]
installation-title: МОНТАЖНА И ЕЛЕКТРИЧЕСКА СХЕМА	[58, 235, 190, 243]
warning-item: • Użytkownik powinien przygotować wszystkie niezbędne akcesoria i części zamienne (części zamienne nie są dostarczane), w tym skrzynkę przyłączeniową.	[58, 1736, 748, 1743]
installation-step: (NIJE UKLJUČENO). Pomoću ključa otpustite vijak na svjetiljci i podesite kut i zategnite ih.	[850, 707, 1108, 714]
distance-row	[158, 180, 748, 194]
installation-step: 2. Podłącz przewody zasilające do oprawy oświetleniowej, jak pokazano na schemacie elektrycznym.	[58, 1782, 351, 1789]
installation-step: 4. Ligue a alimentação e prove	[58, 1384, 148, 1391]
language-section	[58, 1407, 748, 1602]
lamp-distance-icon	[158, 623, 196, 636]
warning-list-secondary	[58, 196, 748, 232]
installation-step: 2. Collegare i fili di alimentazione all'apparecchio come indicato nello schema elettrico.	[58, 475, 312, 482]
warning-item: • Przed zainstalowaniem urządzenia przeczytaj wszystkie poniższe instrukcje.	[58, 1728, 748, 1735]
installation-step: 4. Kapcsolja be és tesztelje	[58, 729, 137, 735]
distance-row	[950, 1292, 1540, 1306]
installation-title: INSTALLAZIONE E SCHEMA ELETTRICO	[58, 460, 187, 468]
language-section	[58, 1617, 748, 1827]
warning-item: • ΚΛΕΙΣΤΕ την ηλεκτροδότηση πριν ξεκινήσετε!	[58, 1457, 748, 1464]
